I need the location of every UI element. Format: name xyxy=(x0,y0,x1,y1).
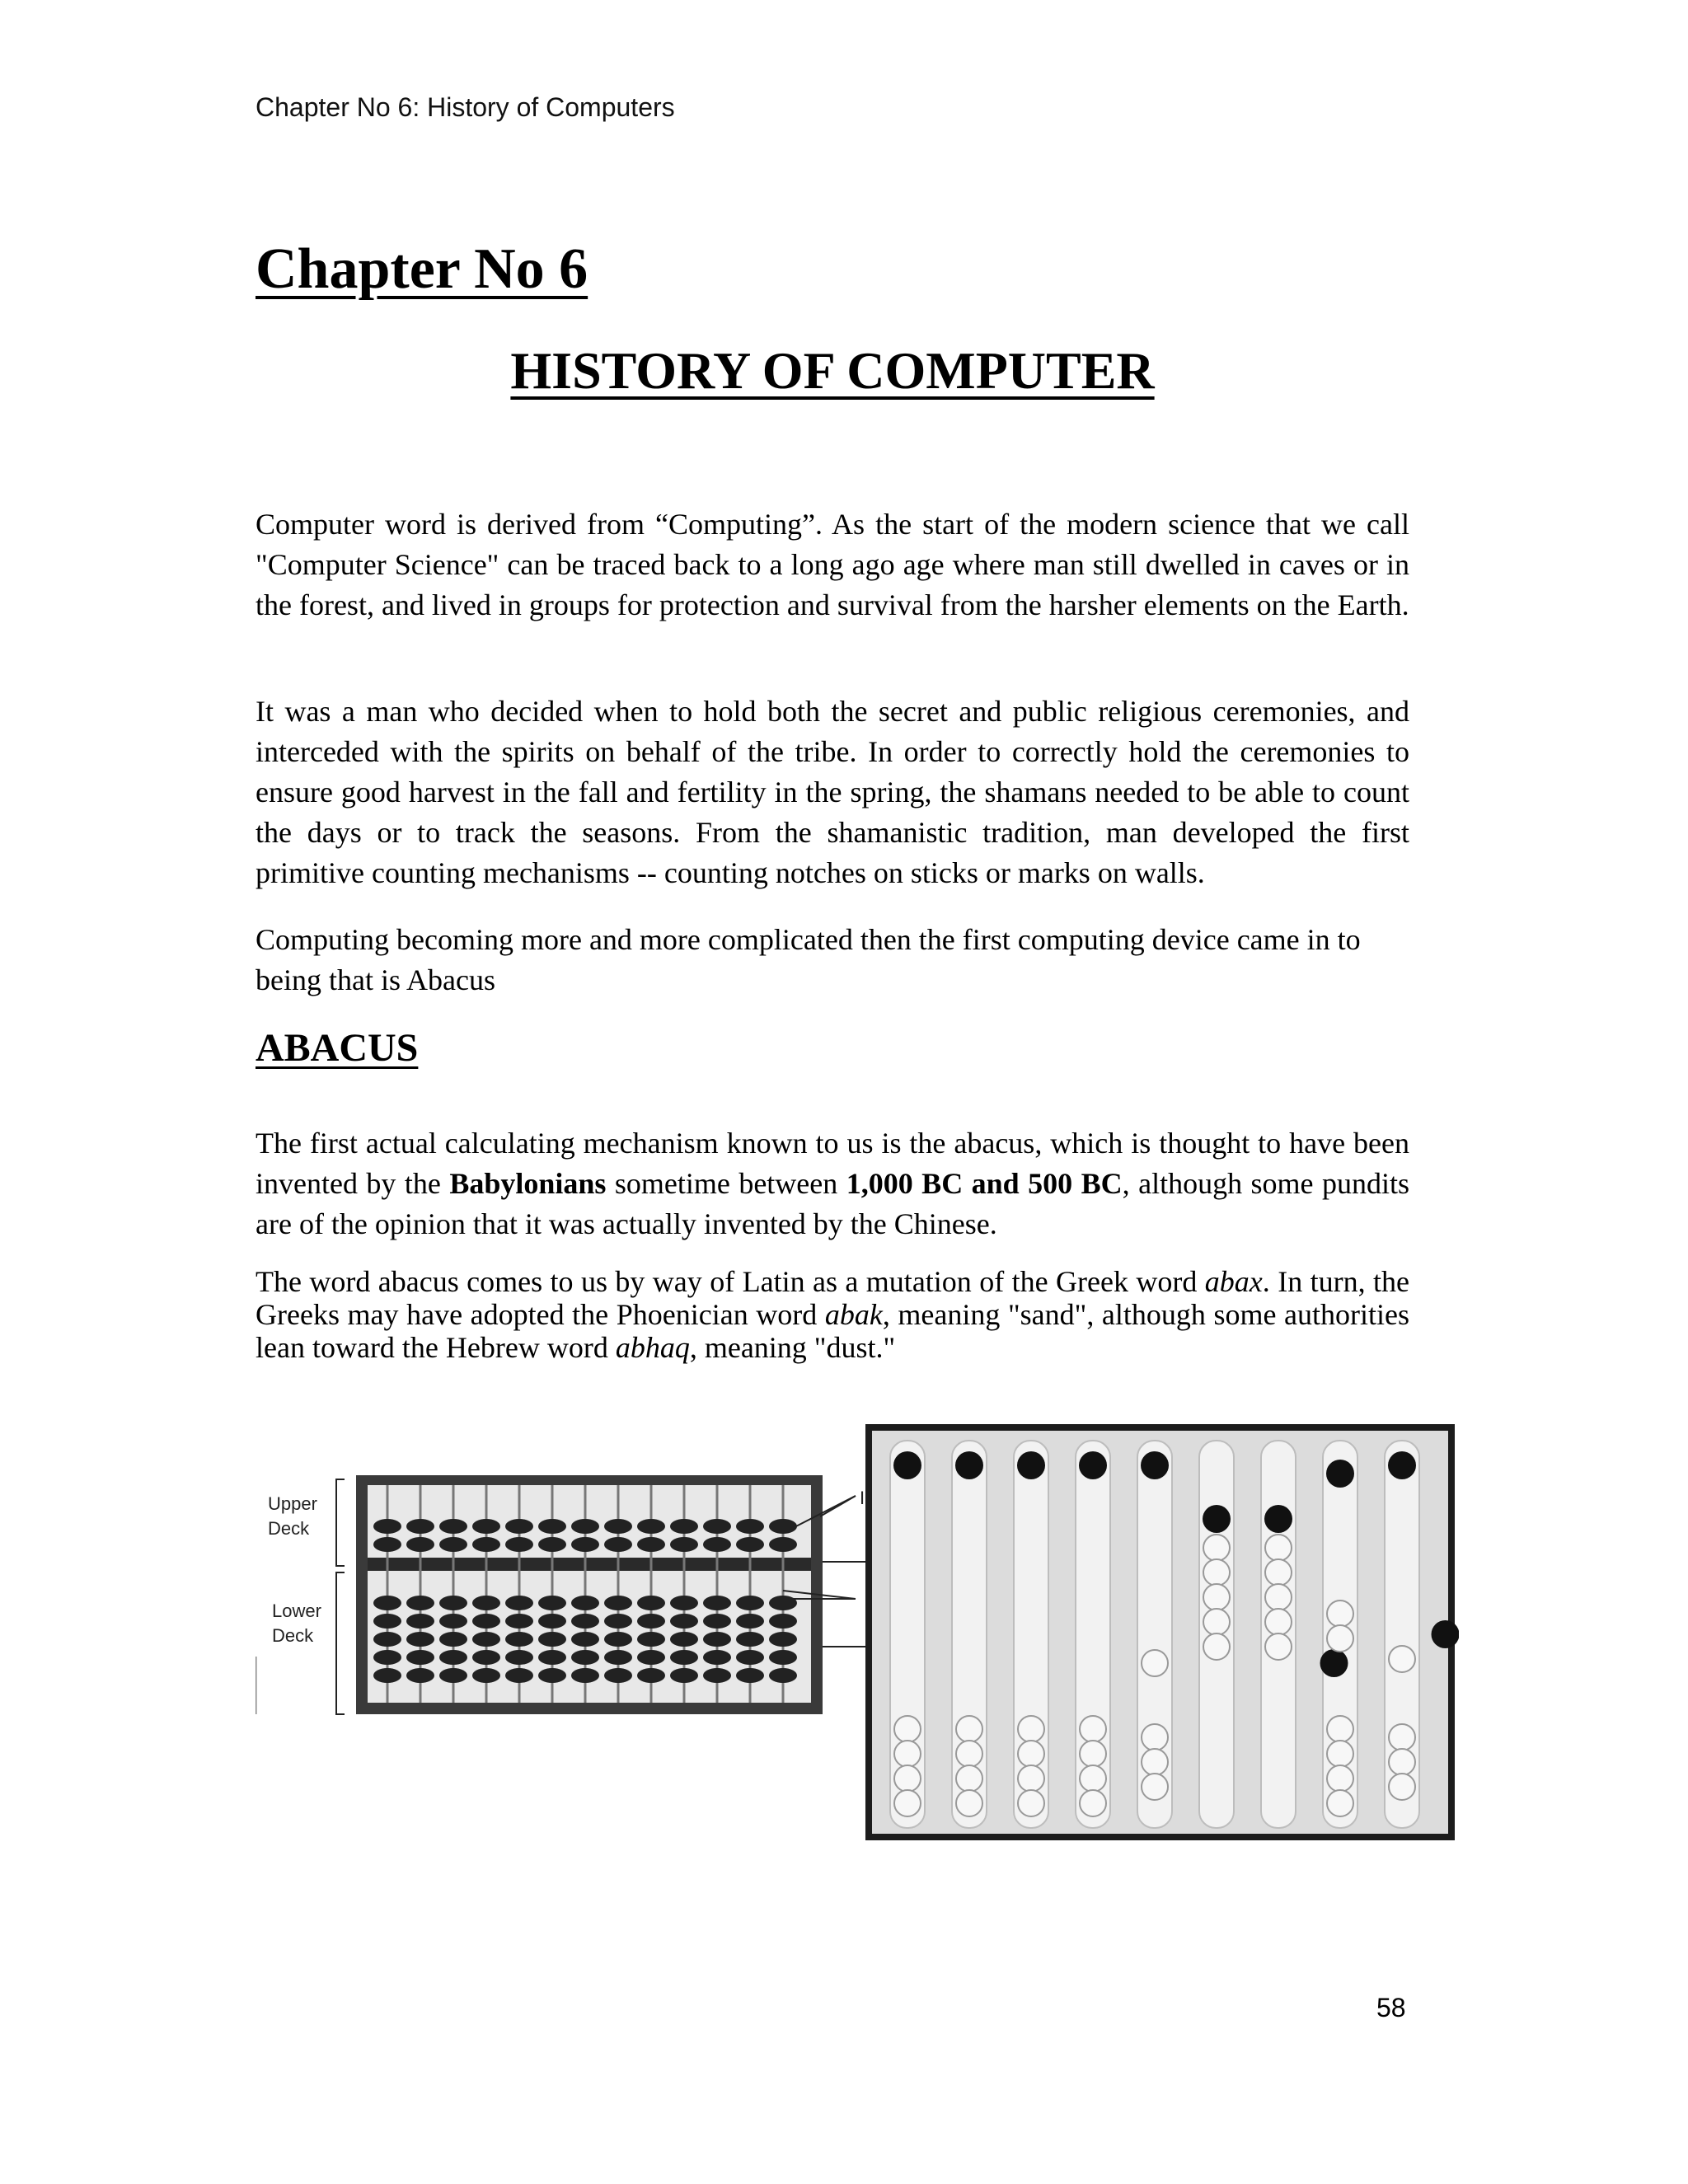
text-run: , meaning "dust." xyxy=(689,1331,896,1364)
running-header: Chapter No 6: History of Computers xyxy=(256,92,675,122)
text-run: sometime between xyxy=(606,1167,846,1200)
text-run: The first actual calculating mechanism known to us is the abacus, which is thought to have been invented by the xyxy=(256,1127,1409,1200)
chapter-title: Chapter No 6 xyxy=(256,237,588,301)
groove-abacus-figure xyxy=(865,1424,1459,1844)
abacus-paragraph-1 xyxy=(256,1123,1409,1244)
chinese-abacus-drawing xyxy=(256,1467,865,1731)
text-run: The word abacus comes to us by way of Latin as a mutation of the Greek word xyxy=(256,1265,1205,1298)
bold-babylonians: Babylonians xyxy=(449,1167,607,1200)
lower-label-line-2: Deck xyxy=(272,1625,314,1646)
text-run: , although some pundits are of the opinion that it was actually invented by the Chinese. xyxy=(256,1167,1409,1240)
page-number: 58 xyxy=(1376,1993,1406,2022)
lower-label-line-1: Lower xyxy=(272,1601,321,1621)
intro-paragraph-1: Computer word is derived from “Computing”. As the start of the modern science that we call "Computer Science" can be traced back to a long ago age where man still dwelled in caves or in the forest, and lived in groups for protection and survival from the harsher elements on the Earth. xyxy=(256,508,1409,621)
abacus-paragraph-2 xyxy=(256,1265,1409,1364)
intro-paragraph-3: Computing becoming more and more complicated then the first computing device came in to being that is Abacus xyxy=(256,923,1361,996)
bold-date-range: 1,000 BC and 500 BC xyxy=(846,1167,1123,1200)
abacus-section-title: ABACUS xyxy=(256,1026,419,1070)
text-run: , meaning "sand", although some authorities lean toward the Hebrew word xyxy=(256,1298,1410,1364)
upper-label-line-1: Upper xyxy=(268,1493,317,1514)
italic-abhaq: abhaq xyxy=(615,1331,690,1364)
text-run: . In turn, the Greeks may have adopted the Phoenician word xyxy=(256,1265,1409,1331)
chinese-abacus-figure xyxy=(256,1467,865,1731)
upper-label-line-2: Deck xyxy=(268,1518,310,1539)
groove-abacus-drawing xyxy=(865,1424,1459,1844)
main-title: HISTORY OF COMPUTER xyxy=(510,341,1155,400)
intro-paragraph-2: It was a man who decided when to hold both the secret and public religious ceremonies, and interceded with the spirits on behalf of the tribe. In order to correctly hold the ceremonies to ensure good harvest in the fall and fertility in the spring, the shamans needed to be able to count the days or to track the seasons. From the shamanistic tradition, man developed the first primitive counting mechanisms -- counting notches on sticks or marks on walls. xyxy=(256,695,1409,889)
italic-abax: abax xyxy=(1204,1265,1263,1298)
italic-abak: abak xyxy=(824,1298,883,1331)
cut-off-label: I xyxy=(860,1488,865,1508)
